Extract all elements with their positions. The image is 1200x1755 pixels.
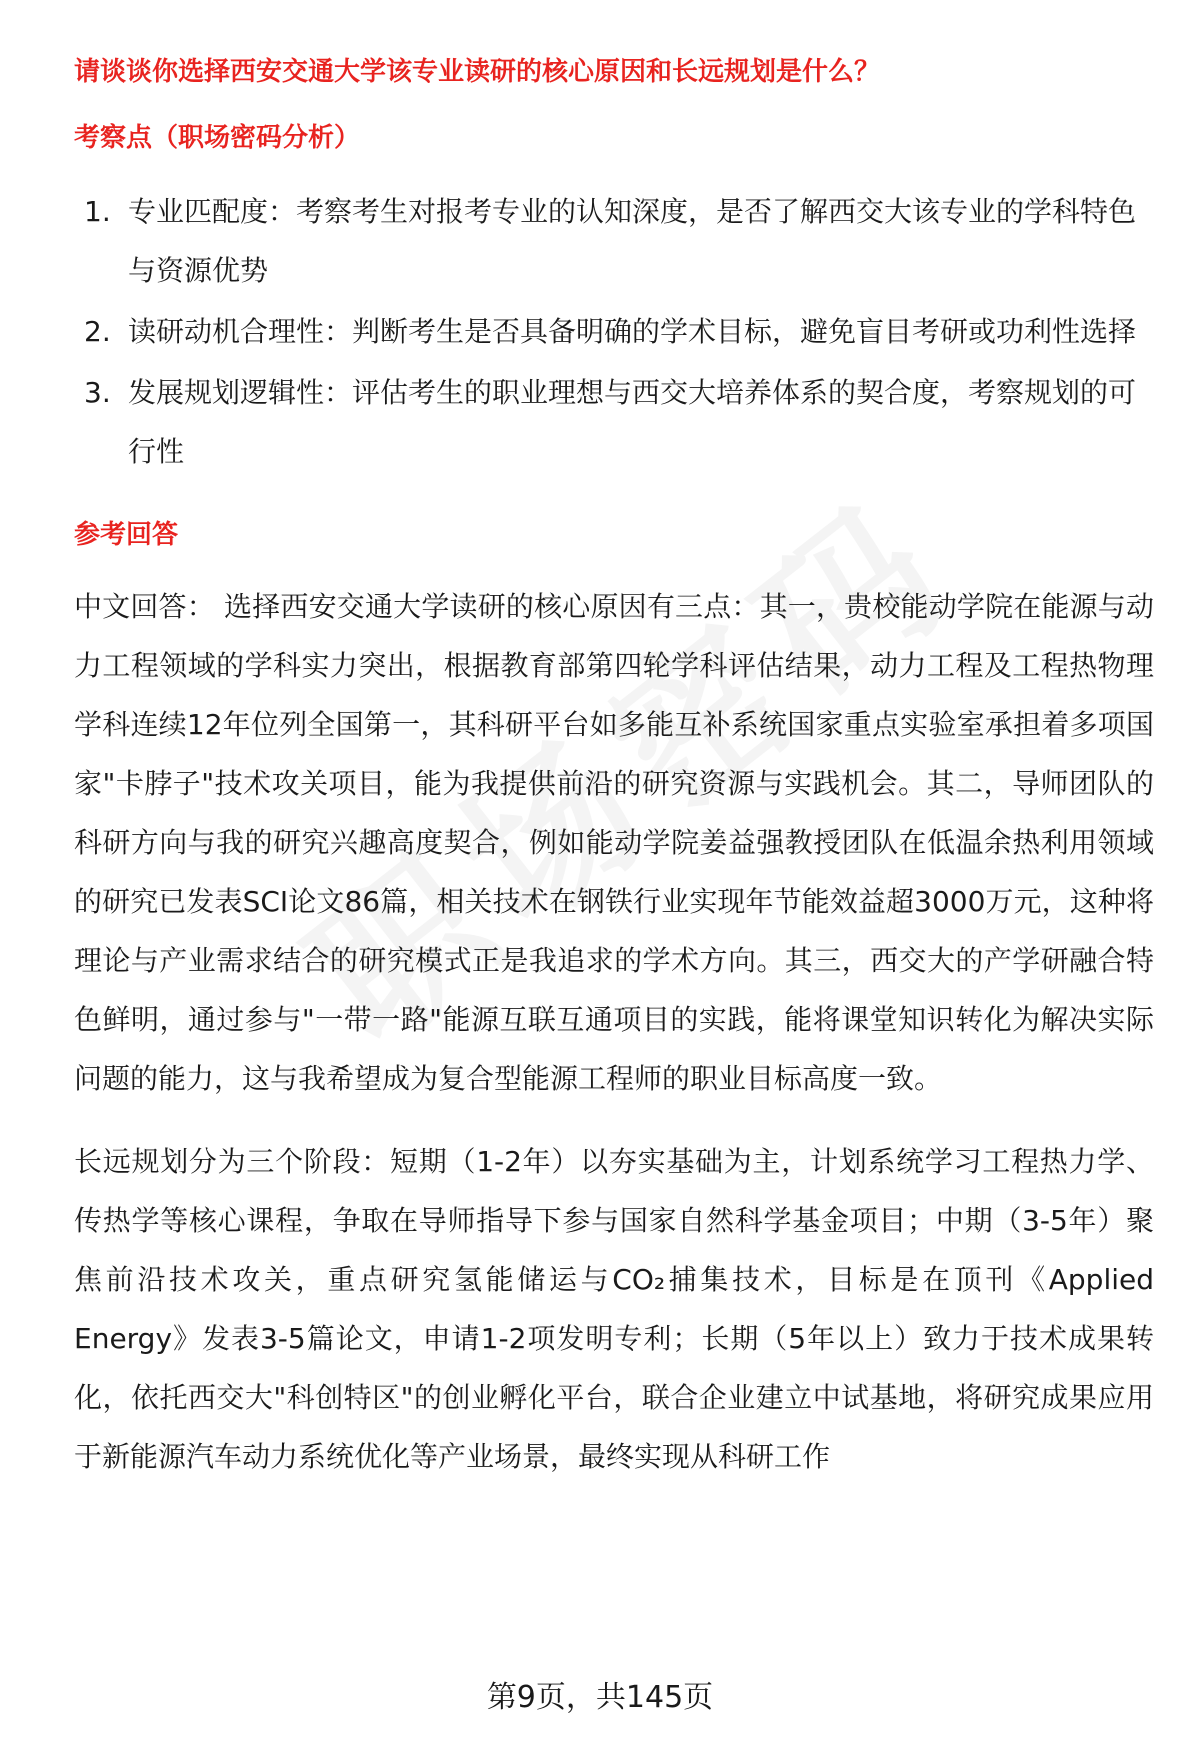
page-number-footer: 第9页，共145页 bbox=[486, 1680, 714, 1715]
list-item-number: 3. bbox=[84, 376, 111, 409]
list-item-text: 读研动机合理性：判断考生是否具备明确的学术目标，避免盲目考研或功利性选择 bbox=[128, 315, 1137, 348]
question-heading: 请谈谈你选择西安交通大学该专业读研的核心原因和长远规划是什么？ bbox=[74, 57, 881, 87]
list-item bbox=[74, 182, 1154, 300]
answer-heading: 参考回答 bbox=[74, 520, 179, 550]
list-item bbox=[74, 363, 1154, 481]
list-item bbox=[74, 302, 1154, 361]
answer-paragraph-reasons: 中文回答： 选择西安交通大学读研的核心原因有三点：其一，贵校能动学院在能源与动力工程领域的学科实力突出，根据教育部第四轮学科评估结果，动力工程及工程热物理学科连续12年位列全国第一，其科研平台如多能互补系统国家重点实验室承担着多项国家"卡脖子"技术攻关项目，能为我提供前沿的研究资源与实践机会。其二，导师团队的科研方向与我的研究兴趣高度契合，例如能动学院姜益强教授团队在低温余热利用领域的研究已发表SCI论文86篇，相关技术在钢铁行业实现年节能效益超3000万元，这种将理论与产业需求结合的研究模式正是我追求的学术方向。其三，西交大的产学研融合特色鲜明，通过参与"一带一路"能源互联互通项目的实践，能将课堂知识转化为解决实际问题的能力，这与我希望成为复合型能源工程师的职业目标高度一致。 bbox=[74, 590, 1154, 1095]
list-item-number: 1. bbox=[84, 195, 111, 228]
answer-paragraph-plan: 长远规划分为三个阶段：短期（1-2年）以夯实基础为主，计划系统学习工程热力学、传热学等核心课程，争取在导师指导下参与国家自然科学基金项目；中期（3-5年）聚焦前沿技术攻关，重点研究氢能储运与CO₂捕集技术，目标是在顶刊《Applied Energy》发表3-5篇论文，申请1-2项发明专利；长期（5年以上）致力于技术成果转化，依托西交大"科创特区"的创业孵化平台，联合企业建立中试基地，将研究成果应用于新能源汽车动力系统优化等产业场景，最终实现从科研工作 bbox=[74, 1145, 1154, 1473]
document-page bbox=[74, 52, 1154, 1486]
focus-points-list bbox=[74, 182, 1154, 481]
list-item-text: 发展规划逻辑性：评估考生的职业理想与西交大培养体系的契合度，考察规划的可行性 bbox=[128, 376, 1137, 468]
list-item-number: 2. bbox=[84, 315, 111, 348]
list-item-text: 专业匹配度：考察考生对报考专业的认知深度，是否了解西交大该专业的学科特色与资源优势 bbox=[128, 195, 1137, 287]
focus-points-heading: 考察点（职场密码分析） bbox=[74, 123, 361, 153]
